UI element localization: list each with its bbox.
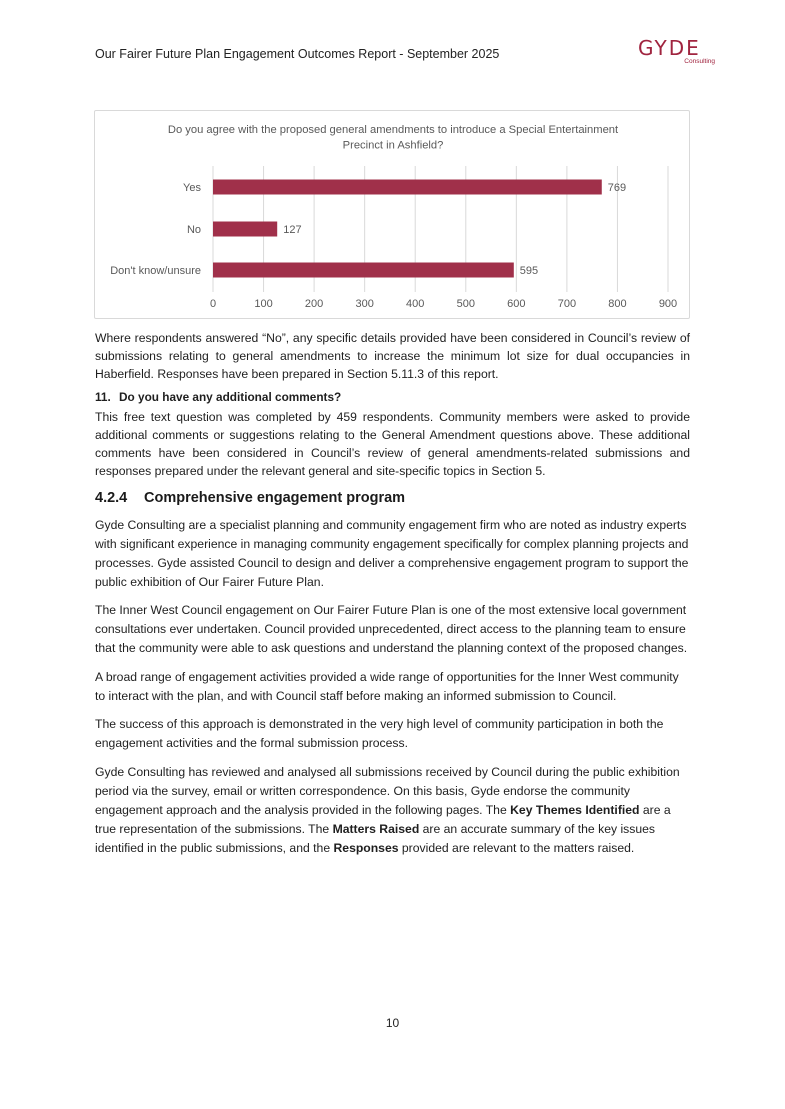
x-tick-label: 900: [658, 298, 678, 310]
report-title: Our Fairer Future Plan Engagement Outcomes Report - September 2025: [95, 47, 500, 61]
p5-text-1: Gyde Consulting has reviewed and analysed all submissions received by Council during the public exhibition period via the survey, email or written correspondence. On this basis, Gyde endorse the community engagement approach and the analysis provided in the following pages. The: [95, 764, 680, 817]
section-heading: [95, 490, 690, 506]
question-text: Do you have any additional comments?: [119, 390, 342, 405]
page-number: 10: [385, 1016, 400, 1030]
body-paragraph-1: Gyde Consulting are a specialist planning and community engagement firm who are noted as industry experts with significant experience in managing community engagement specifically for complex planning projects and processes. Gyde assisted Council to design and deliver a comprehensive engagement program to support the public exhibition of Our Fairer Future Plan.: [95, 517, 689, 589]
question-heading: [95, 390, 690, 404]
x-tick-label: 300: [355, 298, 374, 310]
category-label: Yes: [183, 182, 201, 194]
main-content: [95, 330, 690, 867]
chart-title-line: Precinct in Ashfield?: [342, 139, 444, 152]
logo-wordmark: GYDE: [638, 36, 701, 60]
p5-text-2: are a true representation of the submissions. The: [95, 802, 671, 836]
x-tick-label: 800: [608, 298, 627, 310]
value-label: 769: [607, 182, 627, 194]
survey-bar-chart: [94, 110, 690, 319]
x-tick-label: 0: [209, 298, 217, 310]
key-themes-term: Key Themes Identified: [510, 802, 640, 817]
value-label: 595: [519, 265, 539, 277]
section-title: Comprehensive engagement program: [144, 489, 406, 506]
p5-text-4: provided are relevant to the matters raised.: [398, 840, 635, 855]
section-number: 4.2.4: [95, 489, 128, 506]
chart-canvas: [95, 111, 691, 320]
gyde-logo: [638, 38, 728, 72]
matters-raised-term: Matters Raised: [332, 821, 420, 836]
question-number: 11.: [95, 390, 111, 405]
value-label: 127: [283, 224, 302, 236]
bar: [213, 263, 514, 278]
p5-text-3: are an accurate summary of the key issues identified in the public submissions, and the: [95, 821, 655, 855]
chart-title-line: Do you agree with the proposed general amendments to introduce a Special Entertainment: [167, 124, 619, 136]
x-tick-label: 200: [304, 298, 324, 310]
x-tick-label: 500: [456, 298, 475, 310]
x-tick-label: 700: [557, 298, 577, 310]
body-paragraph-5: [95, 763, 690, 858]
x-tick-label: 600: [507, 298, 526, 310]
x-tick-label: 400: [406, 298, 425, 310]
body-paragraph-3: A broad range of engagement activities provided a wide range of opportunities for the Inner West community to interact with the plan, and with Council staff before making an informed submission to Council.: [95, 669, 679, 703]
body-paragraph-2: The Inner West Council engagement on Our Fairer Future Plan is one of the most extensive local government consultations ever undertaken. Council provided unprecedented, direct access to the planning team to ensure that the community were able to ask questions and understand the planning context of the proposed changes.: [95, 603, 688, 656]
bar: [213, 222, 277, 237]
bar: [213, 180, 602, 195]
responses-term: Responses: [333, 840, 399, 855]
category-label: Don't know/unsure: [110, 265, 201, 277]
logo-subtitle: Consulting: [684, 58, 715, 65]
body-paragraph-4: The success of this approach is demonstrated in the very high level of community participation in both the engagement activities and the formal submission process.: [95, 717, 664, 751]
category-label: No: [186, 224, 201, 236]
x-tick-label: 100: [254, 298, 273, 310]
question-summary-paragraph: This free text question was completed by 459 respondents. Community members were asked to provide additional comments or suggestions relating to the General Amendment questions above. These additional comments have been considered in Council’s review of general amendments-related submissions and responses prepared under the relevant general and site-specific topics in Section 5.: [95, 410, 690, 478]
no-response-paragraph: Where respondents answered “No”, any specific details provided have been considered in Council’s review of submissions relating to general amendments to increase the minimum lot size for dual occupancies in Haberfield. Responses have been prepared in Section 5.11.3 of this report.: [95, 331, 690, 381]
